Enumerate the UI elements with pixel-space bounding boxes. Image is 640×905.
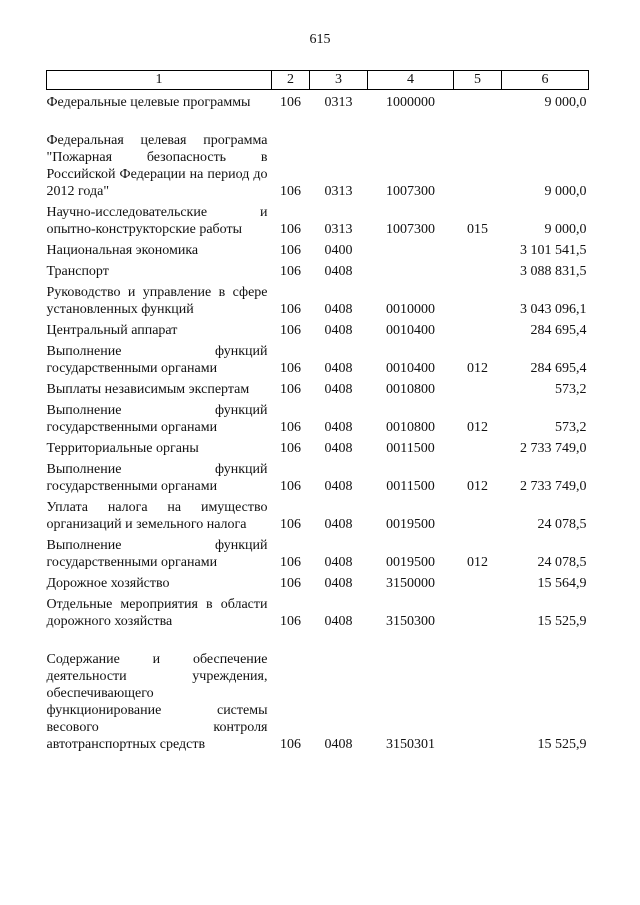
- row-col-3: 0408: [324, 576, 353, 591]
- table-row: [47, 457, 589, 495]
- row-col-5: [454, 630, 502, 753]
- row-col-3: 0408: [324, 614, 353, 629]
- table-header-row: [47, 71, 589, 90]
- row-amount: 284 695,4: [530, 323, 587, 338]
- row-col-3: 0408: [324, 517, 353, 532]
- header-col-6: 6: [502, 71, 589, 90]
- row-amount: 3 043 096,1: [520, 302, 587, 317]
- row-col-5: 012: [467, 555, 488, 570]
- row-name: Центральный аппарат: [46, 323, 178, 338]
- row-col-5: 015: [467, 222, 488, 237]
- row-col-4: 0010400: [386, 323, 435, 338]
- row-col-2: 106: [280, 441, 301, 456]
- row-col-3: 0408: [324, 479, 353, 494]
- row-col-3: 0408: [324, 441, 353, 456]
- row-col-3: 0408: [324, 361, 353, 376]
- row-amount: 573,2: [555, 382, 587, 397]
- row-name: Содержание и обеспечение деятельности учреждения, обеспечивающего функционирование системы весового контроля автотранспортных средств: [46, 652, 268, 752]
- row-col-4: 1007300: [386, 222, 435, 237]
- row-col-3: 0408: [324, 420, 353, 435]
- row-col-3: 0408: [324, 737, 353, 752]
- row-col-2: 106: [280, 517, 301, 532]
- table-row: [47, 339, 589, 377]
- row-name: Руководство и управление в сфере установленных функций: [46, 285, 268, 317]
- row-col-2: 106: [280, 222, 301, 237]
- row-name: Научно-исследовательские и опытно-конструкторские работы: [46, 205, 268, 237]
- row-col-3: 0408: [324, 555, 353, 570]
- row-col-2: 106: [280, 184, 301, 199]
- row-col-3: 0313: [324, 95, 353, 110]
- row-name: Национальная экономика: [46, 243, 199, 258]
- row-amount: 9 000,0: [544, 95, 587, 110]
- table-row: [47, 630, 589, 753]
- row-col-2: 106: [280, 576, 301, 591]
- row-name: Отдельные мероприятия в области дорожного хозяйства: [46, 597, 268, 629]
- row-col-5: [454, 377, 502, 398]
- row-col-5: 012: [467, 420, 488, 435]
- row-name: Выполнение функций государственными органами: [46, 403, 268, 435]
- row-col-2: 106: [280, 323, 301, 338]
- page-number: 615: [309, 32, 331, 47]
- row-col-5: [454, 280, 502, 318]
- row-col-4: 3150000: [386, 576, 435, 591]
- row-col-5: [454, 436, 502, 457]
- row-name: Территориальные органы: [46, 441, 199, 456]
- budget-table: [46, 70, 589, 753]
- table-row: [47, 436, 589, 457]
- row-col-2: 106: [280, 95, 301, 110]
- row-col-4: 0010400: [386, 361, 435, 376]
- table-row: [47, 398, 589, 436]
- row-col-2: 106: [280, 302, 301, 317]
- row-amount: 9 000,0: [544, 184, 587, 199]
- table-row: [47, 318, 589, 339]
- row-col-5: 012: [467, 479, 488, 494]
- row-col-2: 106: [280, 243, 301, 258]
- table-row: [47, 571, 589, 592]
- row-col-5: [454, 259, 502, 280]
- table-row: [47, 377, 589, 398]
- row-col-5: [454, 318, 502, 339]
- table-row: [47, 495, 589, 533]
- row-col-3: 0313: [324, 222, 353, 237]
- row-col-2: 106: [280, 479, 301, 494]
- header-col-1: 1: [47, 71, 272, 90]
- row-col-4: 0010800: [386, 420, 435, 435]
- row-col-3: 0313: [324, 184, 353, 199]
- row-col-5: [454, 592, 502, 630]
- row-col-2: 106: [280, 614, 301, 629]
- row-amount: 284 695,4: [530, 361, 587, 376]
- row-col-2: 106: [280, 420, 301, 435]
- row-amount: 15 525,9: [537, 737, 587, 752]
- row-col-3: 0408: [324, 302, 353, 317]
- row-col-4: 0011500: [386, 441, 435, 456]
- row-amount: 3 101 541,5: [520, 243, 587, 258]
- row-amount: 15 525,9: [537, 614, 587, 629]
- table-row: [47, 280, 589, 318]
- row-col-5: 012: [467, 361, 488, 376]
- row-col-5: [454, 111, 502, 200]
- table-row: [47, 238, 589, 259]
- row-col-4: 3150301: [386, 737, 435, 752]
- row-amount: 2 733 749,0: [520, 479, 587, 494]
- row-col-2: 106: [280, 382, 301, 397]
- row-name: Федеральная целевая программа "Пожарная безопасность в Российской Федерации на период до 2012 года": [46, 133, 268, 199]
- row-amount: 9 000,0: [544, 222, 587, 237]
- header-col-5: 5: [454, 71, 502, 90]
- row-col-4: 3150300: [386, 614, 435, 629]
- row-col-3: 0408: [324, 323, 353, 338]
- row-col-2: 106: [280, 264, 301, 279]
- row-name: Выполнение функций государственными органами: [46, 538, 268, 570]
- row-col-3: 0408: [324, 382, 353, 397]
- row-col-3: 0408: [324, 264, 353, 279]
- row-col-5: [454, 90, 502, 112]
- table-row: [47, 592, 589, 630]
- row-col-4: 0019500: [386, 517, 435, 532]
- row-amount: 3 088 831,5: [520, 264, 587, 279]
- row-name: Уплата налога на имущество организаций и земельного налога: [46, 500, 268, 532]
- table-row: [47, 90, 589, 112]
- row-col-4: 0010000: [386, 302, 435, 317]
- row-col-4: [368, 238, 454, 259]
- row-col-4: 0010800: [386, 382, 435, 397]
- row-col-4: [368, 259, 454, 280]
- row-col-2: 106: [280, 361, 301, 376]
- row-name: Выполнение функций государственными органами: [46, 344, 268, 376]
- row-col-2: 106: [280, 555, 301, 570]
- header-col-3: 3: [310, 71, 368, 90]
- row-name: Выплаты независимым экспертам: [46, 382, 250, 397]
- row-col-4: 0011500: [386, 479, 435, 494]
- row-col-4: 1000000: [386, 95, 435, 110]
- row-col-4: 1007300: [386, 184, 435, 199]
- table-row: [47, 259, 589, 280]
- table-row: [47, 111, 589, 200]
- row-name: Транспорт: [46, 264, 109, 279]
- row-col-5: [454, 238, 502, 259]
- row-name: Федеральные целевые программы: [46, 95, 251, 110]
- row-name: Дорожное хозяйство: [46, 576, 170, 591]
- row-col-2: 106: [280, 737, 301, 752]
- table-row: [47, 533, 589, 571]
- row-col-3: 0400: [324, 243, 353, 258]
- row-amount: 2 733 749,0: [520, 441, 587, 456]
- header-col-4: 4: [368, 71, 454, 90]
- row-col-5: [454, 495, 502, 533]
- row-amount: 24 078,5: [537, 555, 587, 570]
- row-col-5: [454, 571, 502, 592]
- table-row: [47, 200, 589, 238]
- row-col-4: 0019500: [386, 555, 435, 570]
- row-name: Выполнение функций государственными органами: [46, 462, 268, 494]
- row-amount: 15 564,9: [537, 576, 587, 591]
- header-col-2: 2: [272, 71, 310, 90]
- row-amount: 24 078,5: [537, 517, 587, 532]
- row-amount: 573,2: [555, 420, 587, 435]
